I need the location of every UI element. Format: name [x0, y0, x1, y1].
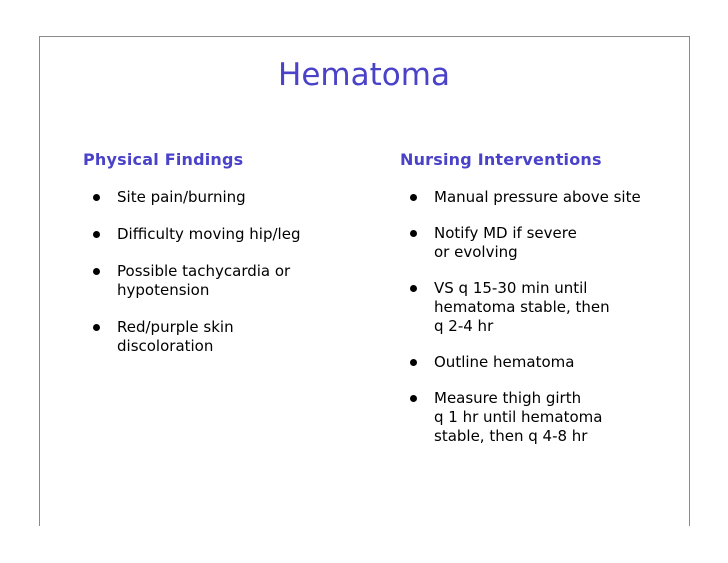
- bullet-icon: [410, 395, 417, 402]
- list-item-text: VS q 15-30 min until: [434, 279, 588, 297]
- bullet-icon: [93, 268, 100, 275]
- list-item-text: hypotension: [117, 281, 210, 299]
- bullet-icon: [410, 194, 417, 201]
- list-item-text: discoloration: [117, 337, 214, 355]
- list-item: [83, 225, 363, 244]
- list-item-text: q 1 hr until hematoma: [434, 408, 603, 426]
- list-item: [83, 188, 363, 207]
- list-item-text: q 2-4 hr: [434, 317, 494, 335]
- nursing-interventions-column: [400, 150, 700, 463]
- list-item-text: Site pain/burning: [117, 188, 246, 206]
- slide-title: Hematoma: [278, 57, 450, 93]
- list-item-text: Difficulty moving hip/leg: [117, 225, 301, 243]
- list-item-text: hematoma stable, then: [434, 298, 610, 316]
- list-item-text: Manual pressure above site: [434, 188, 641, 206]
- list-item-text: Red/purple skin: [117, 318, 234, 336]
- list-item-text: Possible tachycardia or: [117, 262, 291, 280]
- list-item-text: Measure thigh girth: [434, 389, 582, 407]
- nursing-interventions-list: [400, 188, 700, 446]
- physical-findings-heading: Physical Findings: [83, 150, 244, 169]
- list-item: [83, 262, 363, 300]
- list-item: [400, 224, 700, 262]
- nursing-interventions-heading: Nursing Interventions: [400, 150, 602, 169]
- bullet-icon: [93, 324, 100, 331]
- physical-findings-column: [83, 150, 363, 374]
- list-item-text: Outline hematoma: [434, 353, 575, 371]
- list-item-text: Notify MD if severe: [434, 224, 577, 242]
- list-item: [400, 188, 700, 207]
- list-item: [83, 318, 363, 356]
- list-item-text: or evolving: [434, 243, 518, 261]
- list-item: [400, 389, 700, 446]
- bullet-icon: [410, 359, 417, 366]
- bullet-icon: [410, 230, 417, 237]
- bullet-icon: [93, 194, 100, 201]
- list-item: [400, 279, 700, 336]
- list-item: [400, 353, 700, 372]
- physical-findings-list: [83, 188, 363, 356]
- bullet-icon: [410, 285, 417, 292]
- bullet-icon: [93, 231, 100, 238]
- list-item-text: stable, then q 4-8 hr: [434, 427, 588, 445]
